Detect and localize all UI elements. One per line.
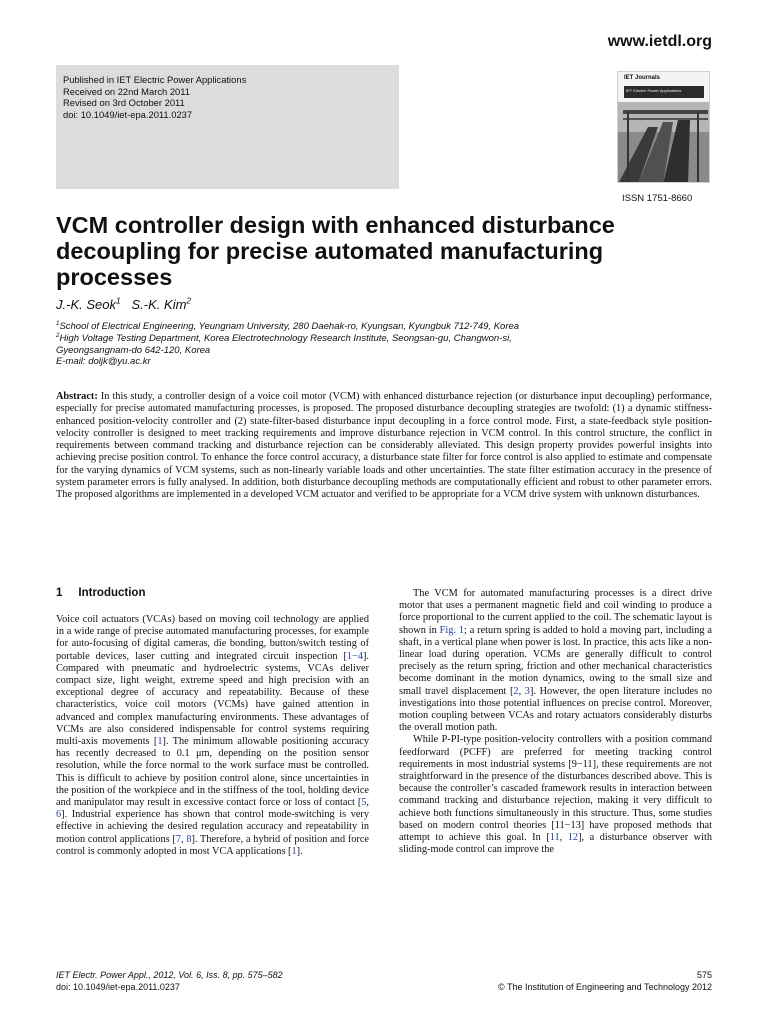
text-run: ]. However, the open literature includes no investigations into those potential influences on precise control. Moreover, motion coupling between VCAs and rotary actuators considerably disturbs the overall motion path.	[399, 685, 713, 734]
body-column-left	[56, 614, 369, 858]
paragraph	[56, 614, 369, 858]
text-run: While P-PI-type position-velocity controllers with a position command feedforward (PCFF) are preferred for meeting tracking control requirements in most industrial systems [	[399, 734, 712, 770]
section-title: Introduction	[78, 587, 146, 599]
text-run: ] have proposed methods that attempt to achieve this goal. In [	[399, 819, 712, 844]
abstract-label: Abstract:	[56, 391, 98, 402]
text-run: ]. Industrial experience has shown that control mode-switching is very effective in achieving the desired regulation accuracy and repeatability in motion control applications [	[56, 809, 369, 845]
section-number: 1	[56, 587, 63, 599]
text-run: Voice coil actuators (VCAs) based on moving coil technology are applied in a wide range of precise automated manufacturing processes, for example for auto-focusing of digital cameras, die bonding, button/switch testing of portable devices, laser cutting and integrated circuit inspection [	[56, 614, 369, 662]
citation-link[interactable]: 1	[157, 736, 163, 748]
citation-link[interactable]: 3	[524, 685, 530, 697]
author-name: J.-K. Seok	[56, 297, 116, 312]
paper-title: VCM controller design with enhanced disturbance decoupling for precise automated manufacturing processes	[56, 212, 615, 290]
text-run: ,	[518, 685, 525, 697]
abstract	[56, 391, 712, 502]
text-run: ,	[366, 797, 369, 809]
footer-citation: IET Electr. Power Appl., 2012, Vol. 6, Iss. 8, pp. 575–582	[56, 970, 283, 980]
journal-url[interactable]: www.ietdl.org	[607, 33, 712, 50]
pub-received: Received on 22nd March 2011	[63, 85, 190, 97]
pub-revised: Revised on 3rd October 2011	[63, 97, 185, 109]
corresponding-email[interactable]: E-mail: doljk@yu.ac.kr	[56, 356, 151, 368]
affiliation-text: High Voltage Testing Department, Korea Electrotechnology Research Institute, Seongsan-gu, Changwon-si,	[59, 332, 512, 344]
text-run: ], a disturbance observer with sliding-mode control can improve the	[399, 832, 712, 856]
paragraph	[399, 734, 712, 856]
author-name: S.-K. Kim	[131, 297, 187, 312]
text-run: ]. Therefore, a hybrid of position and force control is commonly adopted in most VCA applications [	[56, 833, 369, 857]
body-column-right	[399, 588, 712, 856]
citation-text: 9−11	[571, 758, 593, 770]
text-run: The VCM for automated manufacturing processes is a direct drive motor that uses a permanent magnetic field and coil winding to produce a force proportional to the current applied to the coil. The schematic layout is shown in	[399, 588, 712, 636]
figure-link[interactable]: Fig. 1	[439, 624, 464, 636]
text-run: ,	[559, 832, 568, 844]
issn-label: ISSN 1751-8660	[622, 193, 693, 204]
text-run: ,	[180, 833, 187, 845]
affiliation-text: School of Electrical Engineering, Yeungnam University, 280 Daehak-ro, Kyungsan, Kyungbuk 712-749, Korea	[59, 321, 520, 332]
footer-doi: doi: 10.1049/iet-epa.2011.0237	[56, 982, 180, 992]
author-affil-mark: 2	[186, 295, 192, 306]
affil-mark: 2	[56, 331, 60, 339]
citation-link[interactable]: 11	[549, 832, 560, 844]
citation-link[interactable]: 8	[186, 833, 192, 845]
affiliation-2-cont: Gyeongsangnam-do 642-120, Korea	[56, 344, 211, 356]
text-run: ].	[296, 845, 303, 857]
pub-journal: Published in IET Electric Power Applications	[63, 74, 247, 85]
affiliation-2	[56, 333, 696, 345]
text-run: ]. Compared with pneumatic and hydroelectric systems, VCAs deliver compact size, light weight, extreme speed and high precision with an exceptional degree of accuracy and repeatability. Because of these characteristics, voice coil motors (VCMs) have gained attention in advanced and complex manufacturing environments. These advantages of VCMs are also considered indispensable for control systems requiring multi-axis movements [	[56, 650, 369, 748]
text-run: ], these requirements are not straightforward in the presence of the disturbances described above. This is because the controller’s cascaded framework results in interaction between command tracking and disturbance rejection, making it very difficult to achieve both functions simultaneously in this structure. Thus, some studies based on modern control theories [	[399, 758, 713, 831]
citation-link[interactable]: 12	[567, 832, 579, 844]
citation-link[interactable]: 7	[175, 833, 181, 845]
affil-mark: 1	[56, 319, 60, 327]
citation-link[interactable]: 2	[513, 685, 519, 697]
affiliations	[56, 321, 696, 368]
copyright-notice: © The Institution of Engineering and Technology 2012	[498, 982, 712, 992]
cover-brand: IET Journals	[624, 75, 661, 81]
pub-doi: doi: 10.1049/iet-epa.2011.0237	[63, 108, 193, 120]
cover-photo-image	[618, 72, 710, 183]
footer-left	[56, 969, 283, 993]
publication-info-box	[56, 65, 399, 189]
author-list	[56, 297, 191, 312]
section-heading	[56, 587, 145, 599]
footer-right	[498, 969, 712, 993]
affiliation-1	[56, 321, 696, 333]
cover-title-band: IET Electric Power Applications	[624, 86, 704, 98]
journal-cover-thumbnail	[617, 71, 710, 183]
text-run: ]. The minimum allowable positioning accuracy has recently decreased to 0.1 μm, depending on the position sensor resolution, while the force normal to the work surface must be controlled. This is difficult to achieve by position control alone, since uncertainties in the position of the workpiece and in the stiffness of the tool, holding device and manipulator may result in excessive contact force or loss of contact [	[56, 736, 370, 809]
citation-link[interactable]: 5	[361, 797, 367, 809]
page-number: 575	[696, 970, 712, 980]
citation-text: 11−13	[554, 819, 581, 831]
citation-link[interactable]: 6	[56, 809, 62, 821]
citation-link[interactable]: 1−4	[346, 650, 363, 662]
abstract-text: In this study, a controller design of a voice coil motor (VCM) with enhanced disturbance rejection (or disturbance input decoupling) performance, especially for precise automated manufacturing processes, is proposed. The proposed disturbance decoupling strategies are twofold: (1) a dynamic stiffness-enhanced position-velocity controller and (2) state-filter-based disturbance input decoupling in a force control mode. First, a state-feedback style position-velocity controller is designed to meet tracking requirements and improve disturbance rejection in VCM control. In this control structure, the conflict in requirements between command tracking and disturbance rejection can be considerably alleviated. This design property provides powerful insights into achieving precise position control. To enhance the force control accuracy, a disturbance state filter for force control is also applied to estimate and compensate for the varying dynamics of VCM systems, such as non-linearly variable loads and other uncertainties. The state filter estimation accuracy in the presence of system parameter errors is fully analysed. In addition, both disturbance decoupling methods are computationally efficient and robust to other parameter errors. The proposed algorithms are implemented in a developed VCM actuator and verified to be appropriate for a VCM drive system with unknown disturbances.	[56, 391, 712, 501]
text-run: ; a return spring is added to hold a moving part, including a shaft, in a vertical plane when power is lost. In practice, this acts like a non-linear load during operation. VCMs are generally difficult to control precisely as the return spring, friction and other mechanical characteristics become dominant in the motion dynamics, owing to the small size and small travel displacement [	[399, 624, 712, 697]
paragraph	[399, 588, 712, 734]
author-affil-mark: 1	[115, 295, 121, 306]
citation-link[interactable]: 1	[291, 845, 297, 857]
